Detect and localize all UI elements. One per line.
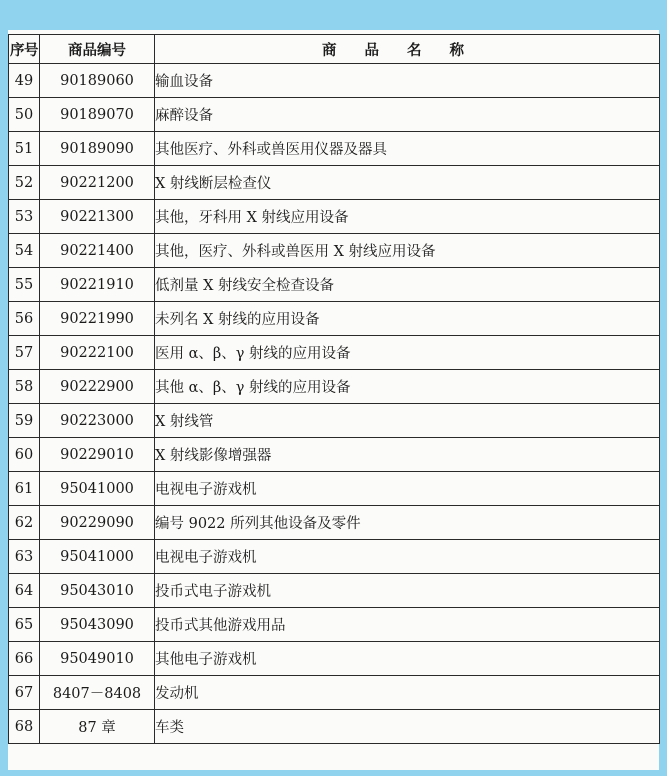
goods-code-cell: 95041000: [40, 540, 155, 574]
goods-name-cell: 其他电子游戏机: [155, 642, 660, 676]
serial-no-cell: 64: [9, 574, 40, 608]
goods-code-cell: 90221200: [40, 166, 155, 200]
goods-name-cell: 其他医疗、外科或兽医用仪器及器具: [155, 132, 660, 166]
table-header-row: [9, 35, 660, 64]
goods-name-cell: X 射线管: [155, 404, 660, 438]
serial-no-cell: 56: [9, 302, 40, 336]
document-page: [8, 30, 659, 770]
table-row: [9, 506, 660, 540]
goods-name-cell: X 射线影像增强器: [155, 438, 660, 472]
table-row: [9, 370, 660, 404]
header-serial-no: 序号: [9, 35, 40, 64]
goods-name-cell: 其他，医疗、外科或兽医用 X 射线应用设备: [155, 234, 660, 268]
header-goods-code: 商品编号: [40, 35, 155, 64]
goods-name-cell: 电视电子游戏机: [155, 472, 660, 506]
goods-code-cell: 8407－8408: [40, 676, 155, 710]
table-row: [9, 98, 660, 132]
goods-name-cell: 发动机: [155, 676, 660, 710]
goods-name-cell: X 射线断层检查仪: [155, 166, 660, 200]
goods-name-cell: 投币式其他游戏用品: [155, 608, 660, 642]
serial-no-cell: 66: [9, 642, 40, 676]
goods-code-cell: 90189060: [40, 64, 155, 98]
table-row: [9, 540, 660, 574]
goods-name-cell: 未列名 X 射线的应用设备: [155, 302, 660, 336]
goods-code-cell: 95041000: [40, 472, 155, 506]
serial-no-cell: 57: [9, 336, 40, 370]
goods-code-cell: 90222900: [40, 370, 155, 404]
goods-name-cell: 麻醉设备: [155, 98, 660, 132]
goods-name-cell: 编号 9022 所列其他设备及零件: [155, 506, 660, 540]
goods-name-cell: 其他，牙科用 X 射线应用设备: [155, 200, 660, 234]
serial-no-cell: 54: [9, 234, 40, 268]
table-row: [9, 200, 660, 234]
serial-no-cell: 53: [9, 200, 40, 234]
table-row: [9, 336, 660, 370]
goods-code-cell: 90223000: [40, 404, 155, 438]
table-row: [9, 132, 660, 166]
goods-code-cell: 95043010: [40, 574, 155, 608]
goods-name-cell: 低剂量 X 射线安全检查设备: [155, 268, 660, 302]
table-row: [9, 166, 660, 200]
goods-code-cell: 90229090: [40, 506, 155, 540]
table-body: [9, 64, 660, 744]
table-row: [9, 302, 660, 336]
table-row: [9, 642, 660, 676]
goods-code-cell: 90221990: [40, 302, 155, 336]
goods-name-cell: 医用 α、β、γ 射线的应用设备: [155, 336, 660, 370]
goods-code-cell: 90222100: [40, 336, 155, 370]
goods-code-cell: 90221300: [40, 200, 155, 234]
goods-code-cell: 95049010: [40, 642, 155, 676]
table-row: [9, 234, 660, 268]
serial-no-cell: 50: [9, 98, 40, 132]
goods-code-cell: 90221400: [40, 234, 155, 268]
table-row: [9, 404, 660, 438]
table-row: [9, 438, 660, 472]
goods-code-cell: 90221910: [40, 268, 155, 302]
goods-name-cell: 电视电子游戏机: [155, 540, 660, 574]
serial-no-cell: 65: [9, 608, 40, 642]
table-row: [9, 710, 660, 744]
table-row: [9, 574, 660, 608]
serial-no-cell: 62: [9, 506, 40, 540]
serial-no-cell: 59: [9, 404, 40, 438]
serial-no-cell: 61: [9, 472, 40, 506]
table-row: [9, 268, 660, 302]
goods-code-cell: 87 章: [40, 710, 155, 744]
header-goods-name: 商品名称: [155, 35, 660, 64]
goods-name-cell: 投币式电子游戏机: [155, 574, 660, 608]
goods-table: [8, 34, 660, 744]
table-row: [9, 472, 660, 506]
table-row: [9, 676, 660, 710]
goods-name-cell: 其他 α、β、γ 射线的应用设备: [155, 370, 660, 404]
table-row: [9, 64, 660, 98]
table-row: [9, 608, 660, 642]
goods-code-cell: 90189070: [40, 98, 155, 132]
goods-code-cell: 90229010: [40, 438, 155, 472]
serial-no-cell: 68: [9, 710, 40, 744]
goods-code-cell: 90189090: [40, 132, 155, 166]
goods-code-cell: 95043090: [40, 608, 155, 642]
serial-no-cell: 67: [9, 676, 40, 710]
serial-no-cell: 55: [9, 268, 40, 302]
serial-no-cell: 60: [9, 438, 40, 472]
goods-name-cell: 车类: [155, 710, 660, 744]
serial-no-cell: 58: [9, 370, 40, 404]
serial-no-cell: 52: [9, 166, 40, 200]
goods-name-cell: 输血设备: [155, 64, 660, 98]
serial-no-cell: 63: [9, 540, 40, 574]
serial-no-cell: 51: [9, 132, 40, 166]
serial-no-cell: 49: [9, 64, 40, 98]
